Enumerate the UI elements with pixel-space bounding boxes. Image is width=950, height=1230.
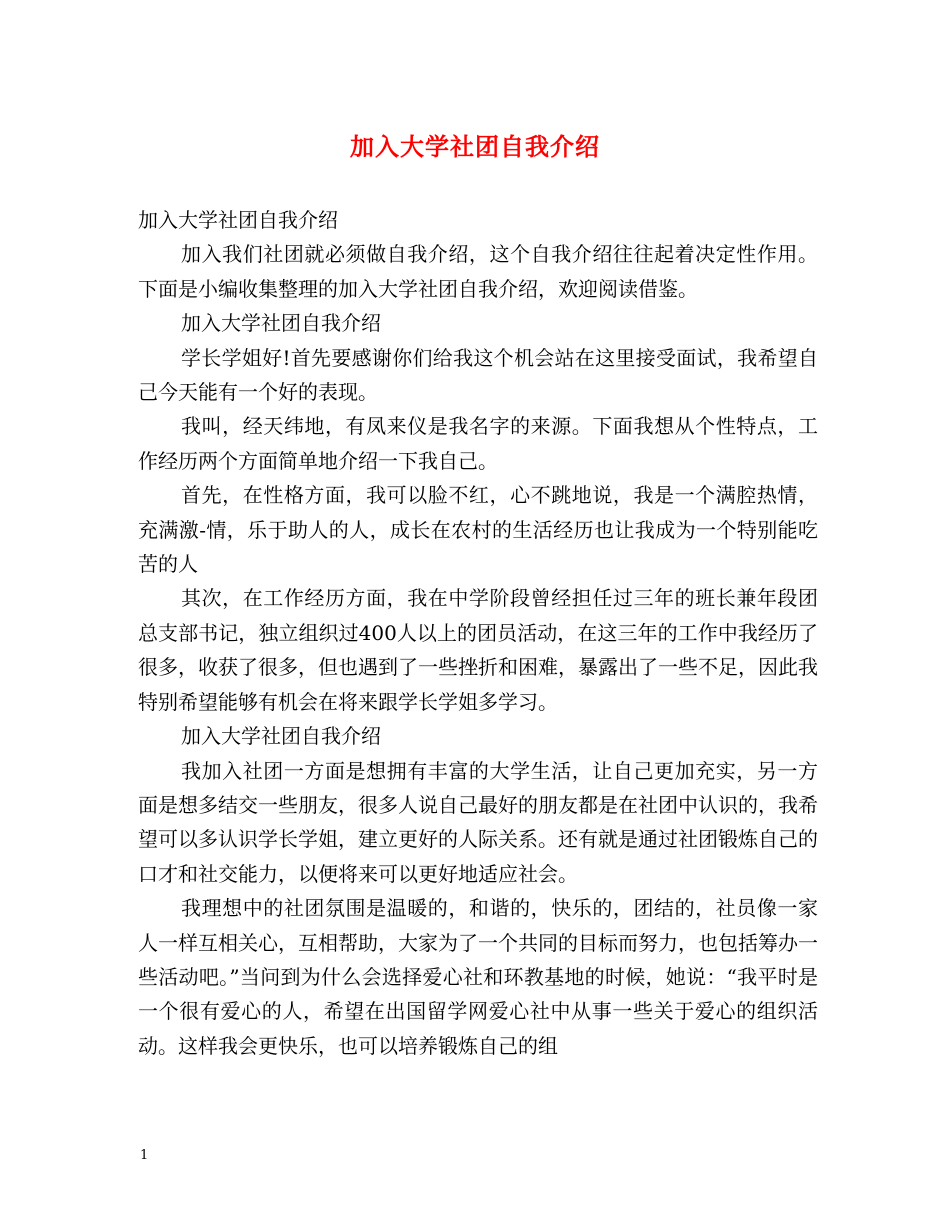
section-heading: 加入大学社团自我介绍 [181, 724, 381, 749]
body-text [138, 203, 818, 1063]
section-heading: 加入大学社团自我介绍 [181, 311, 381, 336]
paragraph: 我加入社团一方面是想拥有丰富的大学生活，让自己更加充实，另一方面是想多结交一些朋友，很多人说自己最好的朋友都是在社团中认识的，我希望可以多认识学长学姐，建立更好的人际关系。还有就是通过社团锻炼自己的口才和社交能力，以便将来可以更好地适应社会。 [138, 758, 818, 886]
paragraph-heading: 加入大学社团自我介绍 [138, 208, 338, 232]
paragraph: 其次，在工作经历方面，我在中学阶段曾经担任过三年的班长兼年段团总支部书记，独立组织过400人以上的团员活动，在这三年的工作中我经历了很多，收获了很多，但也遇到了一些挫折和困难，暴露出了一些不足，因此我特别希望能够有机会在将来跟学长学姐多学习。 [138, 586, 818, 714]
paragraph: 首先，在性格方面，我可以脸不红，心不跳地说，我是一个满腔热情，充满激-情，乐于助人的人，成长在农村的生活经历也让我成为一个特别能吃苦的人 [138, 483, 818, 577]
paragraph: 学长学姐好!首先要感谢你们给我这个机会站在这里接受面试，我希望自己今天能有一个好的表现。 [138, 345, 818, 405]
page-title: 加入大学社团自我介绍 [350, 132, 600, 161]
paragraph: 我叫，经天纬地，有凤来仪是我名字的来源。下面我想从个性特点，工作经历两个方面简单地介绍一下我自己。 [138, 414, 818, 473]
paragraph: 加入我们社团就必须做自我介绍，这个自我介绍往往起着决定性作用。下面是小编收集整理的加入大学社团自我介绍，欢迎阅读借鉴。 [138, 242, 818, 301]
page-number: 1 [140, 1148, 149, 1163]
paragraph: 我理想中的社团氛围是温暖的，和谐的，快乐的，团结的，社员像一家人一样互相关心，互相帮助，大家为了一个共同的目标而努力，也包括筹办一些活动吧。”当问到为什么会选择爱心社和环教基地的时候，她说：“我平时是一个很有爱心的人，希望在出国留学网爱心社中从事一些关于爱心的组织活动。这样我会更快乐，也可以培养锻炼自己的组 [138, 896, 818, 1058]
